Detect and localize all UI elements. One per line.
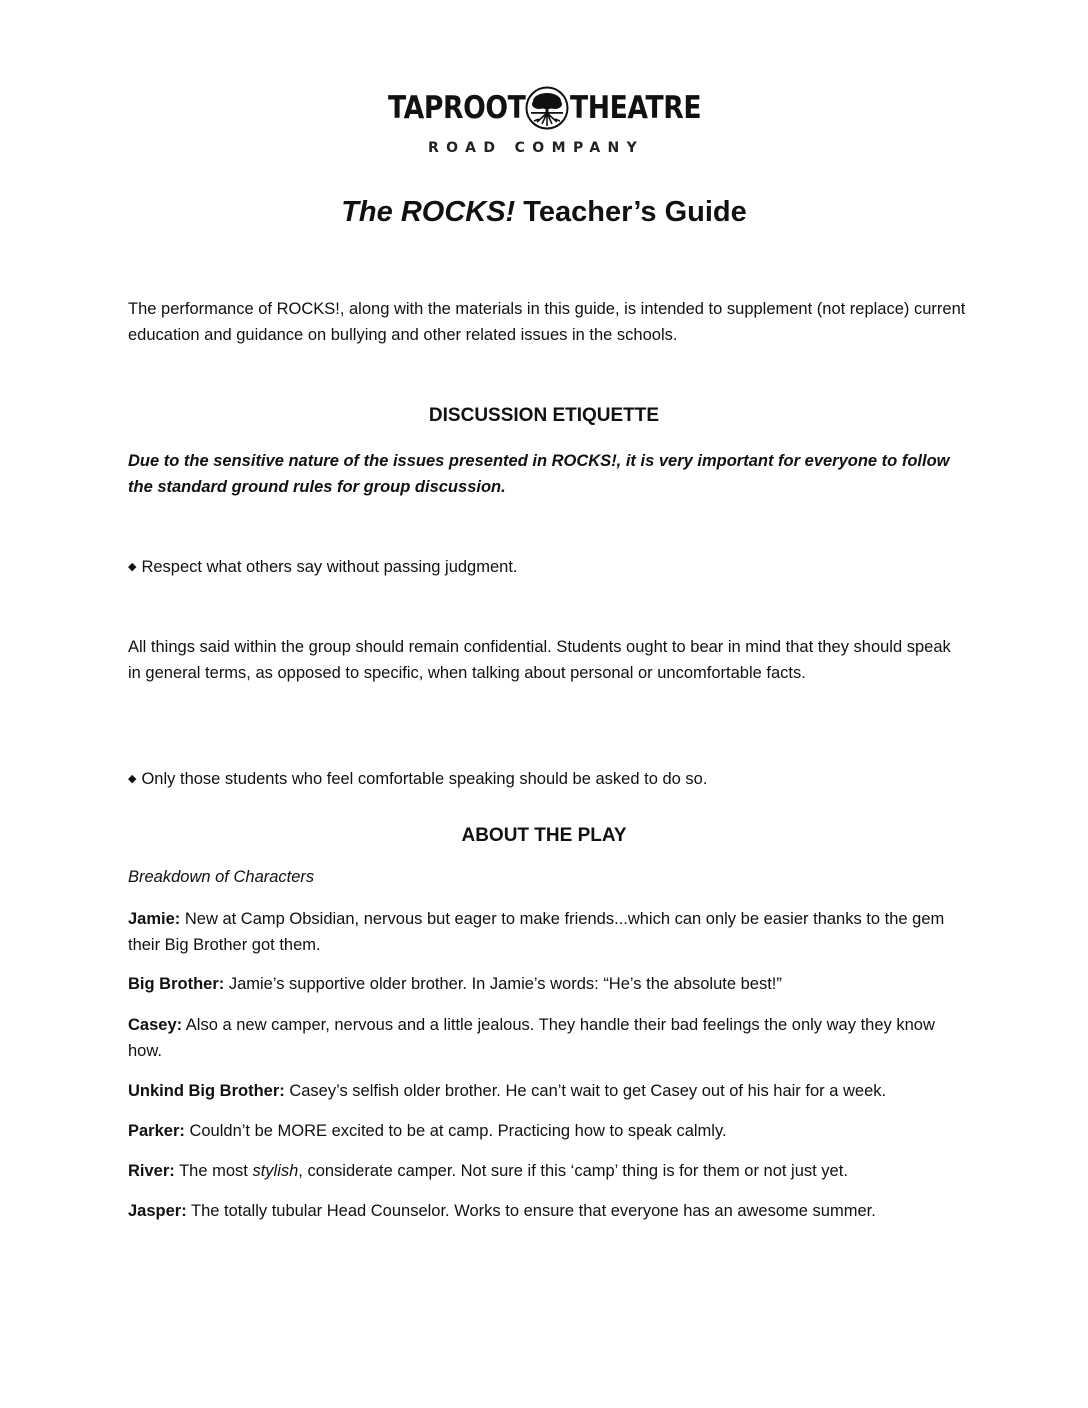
logo-row [388,86,704,136]
character-name: Unkind Big Brother: [128,1082,285,1100]
tree-icon [525,86,569,134]
etiquette-bullet-2 [128,766,968,792]
character-name: Big Brother: [128,975,225,993]
title-italic: The ROCKS! [341,196,516,228]
character-jamie [128,906,968,958]
page-title [0,196,1088,229]
character-name: Jamie: [128,910,181,928]
character-desc: Casey’s selfish older brother. He can’t wait to get Casey out of his hair for a week. [284,1082,887,1100]
character-desc: Jamie’s supportive older brother. In Jamie’s words: “He’s the absolute best!” [224,975,782,993]
character-desc: Couldn’t be MORE excited to be at camp. Practicing how to speak calmly. [184,1122,727,1140]
characters-subheading: Breakdown of Characters [128,868,315,886]
character-desc: The totally tubular Head Counselor. Works to ensure that everyone has an awesome summer. [186,1202,876,1220]
character-name: River: [128,1162,175,1180]
bullet-icon: ◆ [128,773,137,785]
character-jasper [128,1198,968,1224]
character-name: Casey: [128,1016,183,1034]
logo-right-word: THEATRE [570,90,702,126]
title-rest: Teacher’s Guide [515,196,747,228]
bullet-icon: ◆ [128,561,137,573]
character-casey [128,1012,968,1064]
bullet-2-text: Only those students who feel comfortable speaking should be asked to do so. [141,770,708,788]
character-desc: Also a new camper, nervous and a little jealous. They handle their bad feelings the only way they know how. [128,1016,935,1060]
bullet-1-text: Respect what others say without passing judgment. [141,558,518,576]
taproot-logo [388,86,704,166]
character-name: Parker: [128,1122,185,1140]
about-heading: ABOUT THE PLAY [461,825,627,846]
character-unkind-big-brother [128,1078,968,1104]
logo-subtitle: ROAD COMPANY [428,140,645,156]
character-parker [128,1118,968,1144]
logo-left-word: TAPROOT [388,90,526,126]
etiquette-lead: Due to the sensitive nature of the issues presented in ROCKS!, it is very important for everyone to follow the standard ground rules for group discussion. [128,452,950,496]
character-river [128,1158,968,1184]
character-desc-post: , considerate camper. Not sure if this ‘camp’ thing is for them or not just yet. [298,1162,848,1180]
etiquette-paragraph: All things said within the group should remain confidential. Students ought to bear in mind that they should speak in general terms, as opposed to specific, when talking about personal or uncomfortable facts. [128,638,951,682]
etiquette-heading: DISCUSSION ETIQUETTE [428,405,660,426]
character-big-brother [128,971,968,997]
intro-paragraph: The performance of ROCKS!, along with the materials in this guide, is intended to supplement (not replace) current education and guidance on bullying and other related issues in the schools. [128,300,966,344]
etiquette-bullet-1 [128,554,968,580]
character-desc: New at Camp Obsidian, nervous but eager to make friends...which can only be easier thanks to the gem their Big Brother got them. [128,910,945,954]
character-name: Jasper: [128,1202,187,1220]
character-desc-emphasis: stylish [252,1162,299,1180]
character-desc-pre: The most [174,1162,253,1180]
